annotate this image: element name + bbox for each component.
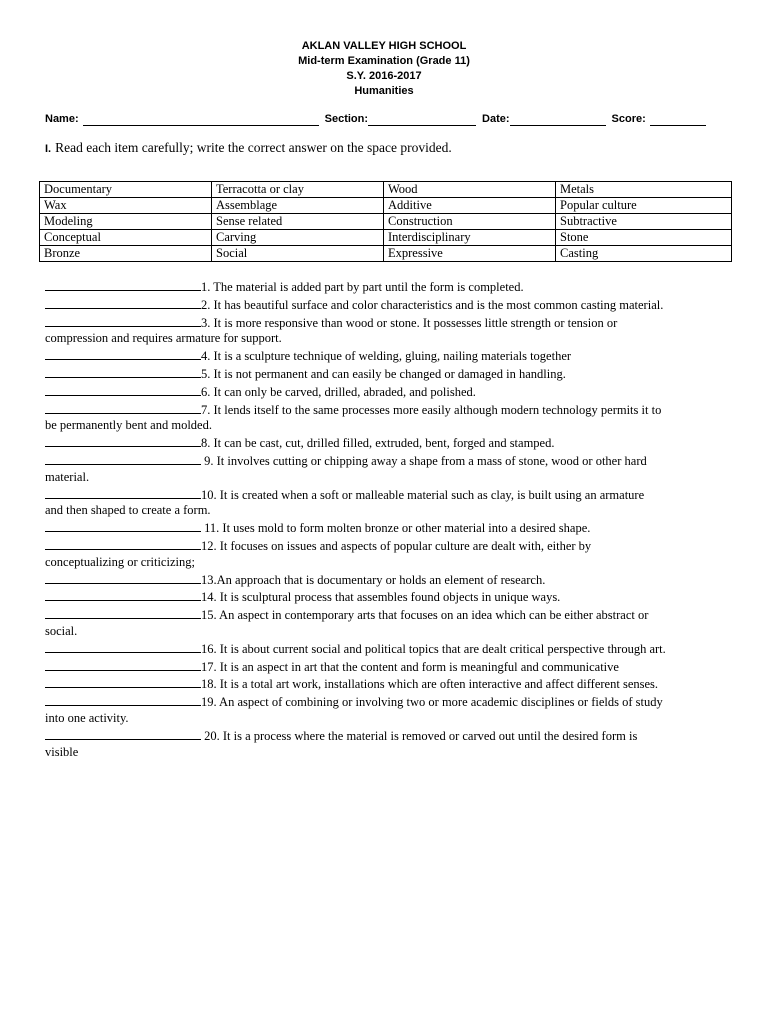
- table-row: [40, 230, 732, 246]
- question-text: 13.An approach that is documentary or holds an element of research.: [201, 572, 546, 587]
- section-label: Section:: [324, 113, 369, 125]
- table-cell: Documentary: [40, 182, 212, 198]
- question-text: 17. It is an aspect in art that the content and form is meaningful and communicative: [201, 659, 619, 674]
- answer-blank[interactable]: [45, 365, 201, 378]
- table-cell: Bronze: [40, 246, 212, 262]
- table-cell: Carving: [212, 230, 384, 246]
- question-text: 6. It can only be carved, drilled, abraded, and polished.: [201, 384, 476, 399]
- answer-blank[interactable]: [45, 314, 201, 327]
- table-cell: Metals: [556, 182, 732, 198]
- answer-blank[interactable]: [45, 519, 201, 532]
- table-cell: Wax: [40, 198, 212, 214]
- question-item: [45, 486, 735, 504]
- question-text: 20. It is a process where the material is removed or carved out until the desired form is: [201, 728, 638, 743]
- exam-header: [0, 39, 768, 99]
- school-year: S.Y. 2016-2017: [346, 70, 422, 82]
- table-cell: Wood: [384, 182, 556, 198]
- answer-blank[interactable]: [45, 606, 201, 619]
- answer-blank[interactable]: [45, 675, 201, 688]
- question-item: [45, 401, 735, 419]
- question-continuation: material.: [45, 469, 90, 484]
- instruction: [45, 140, 452, 157]
- question-text: 10. It is created when a soft or malleable material such as clay, is built using an armature: [201, 487, 645, 502]
- subject-title: Humanities: [354, 85, 414, 97]
- table-cell: Subtractive: [556, 214, 732, 230]
- date-label: Date:: [482, 113, 510, 125]
- question-continuation: social.: [45, 623, 78, 638]
- question-item: [45, 727, 735, 745]
- answer-blank[interactable]: [45, 278, 201, 291]
- question-item: [45, 571, 735, 589]
- question-text: 11. It uses mold to form molten bronze or other material into a desired shape.: [201, 521, 591, 536]
- table-cell: Terracotta or clay: [212, 182, 384, 198]
- question-item: [45, 606, 735, 624]
- question-continuation: be permanently bent and molded.: [45, 418, 212, 433]
- question-text: 5. It is not permanent and can easily be changed or damaged in handling.: [201, 366, 566, 381]
- question-text: 14. It is sculptural process that assembles found objects in unique ways.: [201, 590, 561, 605]
- question-text: 16. It is about current social and political topics that are dealt critical perspective through art.: [201, 641, 666, 656]
- question-text: 2. It has beautiful surface and color characteristics and is the most common casting material.: [201, 297, 664, 312]
- question-text: 7. It lends itself to the same processes more easily although modern technology permits it to: [201, 402, 662, 417]
- date-blank[interactable]: [510, 114, 606, 126]
- question-item: [45, 658, 735, 676]
- table-row: [40, 214, 732, 230]
- section-blank[interactable]: [368, 114, 476, 126]
- answer-blank[interactable]: [45, 347, 201, 360]
- table-cell: Conceptual: [40, 230, 212, 246]
- answer-blank[interactable]: [45, 693, 201, 706]
- question-text: 18. It is a total art work, installations which are often interactive and affect different senses.: [201, 677, 659, 692]
- answer-blank[interactable]: [45, 658, 201, 671]
- question-item: [45, 365, 735, 383]
- instruction-number: I.: [45, 143, 52, 155]
- answer-blank[interactable]: [45, 640, 201, 653]
- choices-table: [39, 181, 732, 262]
- question-text: 12. It focuses on issues and aspects of popular culture are dealt with, either by: [201, 538, 592, 553]
- name-blank[interactable]: [83, 114, 319, 126]
- school-name: AKLAN VALLEY HIGH SCHOOL: [301, 40, 467, 52]
- answer-blank[interactable]: [45, 486, 201, 499]
- table-cell: Social: [212, 246, 384, 262]
- table-row: [40, 198, 732, 214]
- table-cell: Expressive: [384, 246, 556, 262]
- question-text: 8. It can be cast, cut, drilled filled, extruded, bent, forged and stamped.: [201, 436, 555, 451]
- answer-blank[interactable]: [45, 727, 201, 740]
- question-continuation: into one activity.: [45, 710, 129, 725]
- question-continuation: visible: [45, 744, 79, 759]
- score-blank[interactable]: [650, 114, 706, 126]
- question-text: 15. An aspect in contemporary arts that focuses on an idea which can be either abstract or: [201, 608, 649, 623]
- answer-blank[interactable]: [45, 296, 201, 309]
- question-item: [45, 278, 735, 296]
- table-cell: Stone: [556, 230, 732, 246]
- table-row: [40, 182, 732, 198]
- answer-blank[interactable]: [45, 452, 201, 465]
- table-cell: Popular culture: [556, 198, 732, 214]
- answer-blank[interactable]: [45, 383, 201, 396]
- table-cell: Modeling: [40, 214, 212, 230]
- instruction-text: Read each item carefully; write the correct answer on the space provided.: [55, 140, 452, 155]
- question-continuation: compression and requires armature for support.: [45, 331, 282, 346]
- question-text: 1. The material is added part by part until the form is completed.: [201, 280, 524, 294]
- table-row: [40, 246, 732, 262]
- table-cell: Casting: [556, 246, 732, 262]
- question-text: 19. An aspect of combining or involving two or more academic disciplines or fields of study: [201, 695, 663, 710]
- answer-blank[interactable]: [45, 588, 201, 601]
- question-item: [45, 383, 735, 401]
- question-continuation: conceptualizing or criticizing;: [45, 554, 195, 569]
- table-cell: Sense related: [212, 214, 384, 230]
- answer-blank[interactable]: [45, 571, 201, 584]
- answer-blank[interactable]: [45, 537, 201, 550]
- question-item: [45, 296, 735, 314]
- question-item: [45, 452, 735, 470]
- student-info-row: [45, 112, 725, 126]
- question-item: [45, 537, 735, 555]
- table-cell: Additive: [384, 198, 556, 214]
- score-label: Score:: [611, 113, 646, 125]
- question-continuation: and then shaped to create a form.: [45, 503, 211, 518]
- question-item: [45, 314, 735, 332]
- question-list: [45, 278, 735, 760]
- table-cell: Interdisciplinary: [384, 230, 556, 246]
- question-item: [45, 519, 735, 537]
- table-cell: Assemblage: [212, 198, 384, 214]
- question-text: 4. It is a sculpture technique of welding, gluing, nailing materials together: [201, 349, 572, 364]
- question-text: 3. It is more responsive than wood or stone. It possesses little strength or tension or: [201, 315, 618, 330]
- question-text: 9. It involves cutting or chipping away a shape from a mass of stone, wood or other hard: [201, 453, 647, 468]
- answer-blank[interactable]: [45, 401, 201, 414]
- name-label: Name:: [45, 113, 79, 125]
- table-cell: Construction: [384, 214, 556, 230]
- question-item: [45, 434, 735, 452]
- question-item: [45, 640, 735, 658]
- question-item: [45, 588, 735, 606]
- question-item: [45, 693, 735, 711]
- question-item: [45, 347, 735, 365]
- exam-title: Mid-term Examination (Grade 11): [298, 55, 470, 67]
- question-item: [45, 675, 735, 693]
- answer-blank[interactable]: [45, 434, 201, 447]
